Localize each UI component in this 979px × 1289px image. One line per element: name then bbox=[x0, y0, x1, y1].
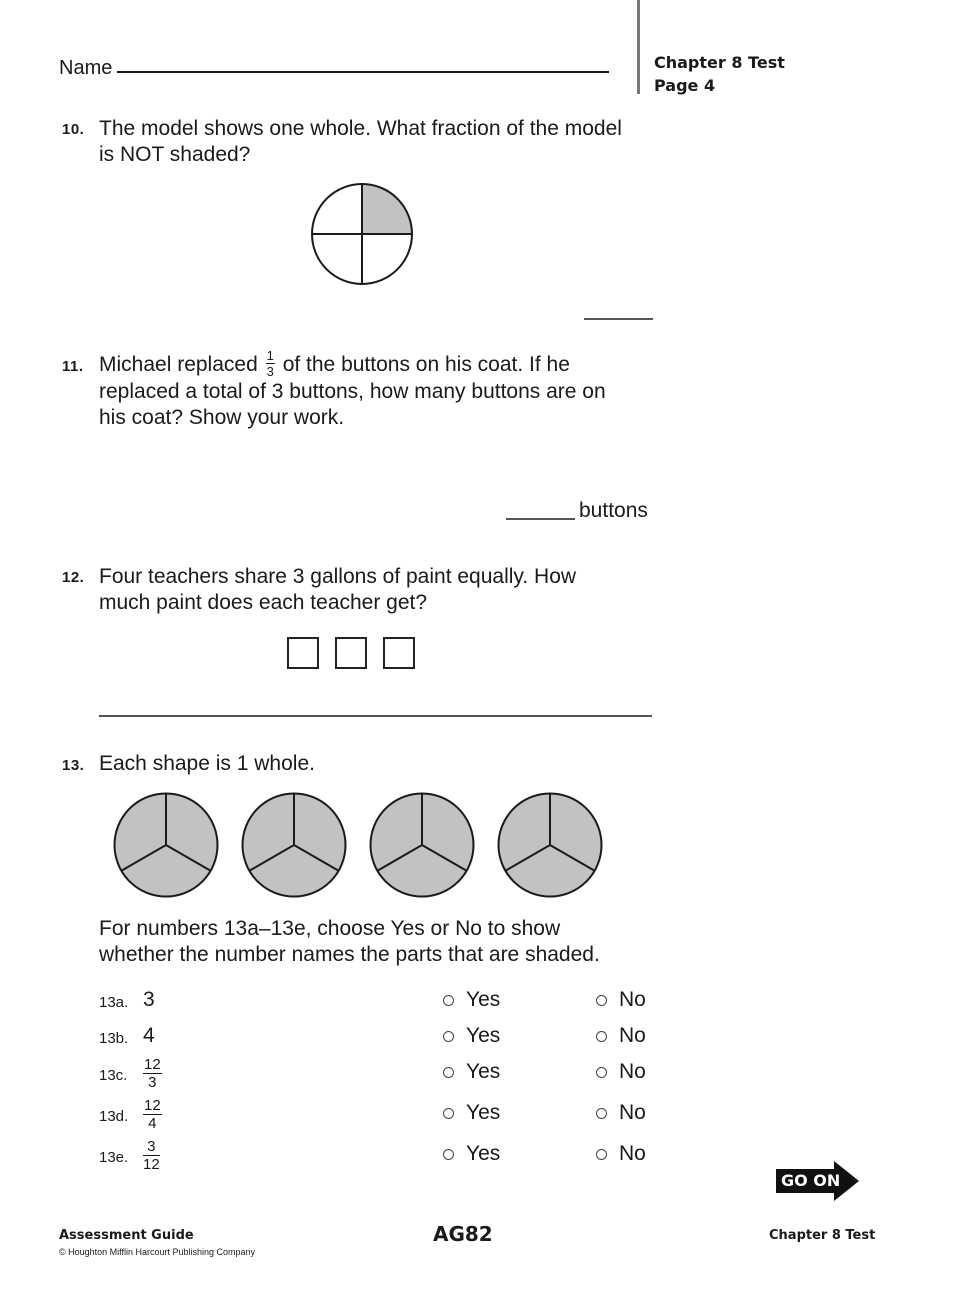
q13b-value: 4 bbox=[143, 1024, 155, 1047]
name-line[interactable] bbox=[117, 71, 609, 73]
q11-fraction-den: 3 bbox=[266, 364, 274, 379]
q13a-no-radio[interactable] bbox=[596, 995, 607, 1006]
q13e-fraction-den: 12 bbox=[143, 1156, 160, 1173]
q13a-no-label: No bbox=[619, 988, 646, 1011]
q13a-no-option[interactable] bbox=[596, 988, 646, 1012]
q13d-fraction-den: 4 bbox=[148, 1115, 157, 1132]
q13a-yes-option[interactable] bbox=[443, 988, 500, 1012]
q13d-yes-label: Yes bbox=[466, 1101, 501, 1124]
chapter-title: Chapter 8 Test bbox=[654, 53, 785, 72]
q11-number: 11. bbox=[62, 358, 84, 375]
q13e-no-label: No bbox=[619, 1142, 646, 1165]
q13c-fraction-den: 3 bbox=[148, 1074, 157, 1091]
q10-text-line1: The model shows one whole. What fraction of the model bbox=[99, 117, 622, 140]
q13a-yes-label: Yes bbox=[466, 988, 501, 1011]
q13e-fraction-num: 3 bbox=[143, 1139, 160, 1156]
q13b-yes-label: Yes bbox=[466, 1024, 501, 1047]
footer-chapter-test: Chapter 8 Test bbox=[769, 1228, 876, 1243]
q13b-yes-option[interactable] bbox=[443, 1024, 500, 1048]
q11-text-line1 bbox=[99, 348, 570, 380]
q13b-no-radio[interactable] bbox=[596, 1031, 607, 1042]
q11-answer-line[interactable] bbox=[506, 518, 575, 520]
q13b-no-option[interactable] bbox=[596, 1024, 646, 1048]
q13-shape-1 bbox=[112, 791, 220, 899]
q13b-label: 13b. bbox=[99, 1030, 129, 1047]
q13c-yes-radio[interactable] bbox=[443, 1067, 454, 1078]
q13e-no-option[interactable] bbox=[596, 1142, 646, 1166]
footer-page-code: AG82 bbox=[433, 1222, 493, 1246]
q12-answer-line[interactable] bbox=[99, 715, 652, 717]
q13c-fraction bbox=[143, 1057, 162, 1090]
q10-text-line2: is NOT shaded? bbox=[99, 143, 251, 166]
q13d-label: 13d. bbox=[99, 1108, 129, 1125]
q13a-label: 13a. bbox=[99, 994, 129, 1011]
q13-shape-2 bbox=[240, 791, 348, 899]
q11-answer-unit: buttons bbox=[579, 499, 648, 522]
q13d-yes-radio[interactable] bbox=[443, 1108, 454, 1119]
q12-tiles bbox=[287, 637, 415, 669]
q13c-no-radio[interactable] bbox=[596, 1067, 607, 1078]
q13c-yes-option[interactable] bbox=[443, 1060, 500, 1084]
q12-number: 12. bbox=[62, 569, 85, 586]
header-divider bbox=[637, 0, 640, 94]
q12-tile-1[interactable] bbox=[287, 637, 319, 669]
q13e-yes-radio[interactable] bbox=[443, 1149, 454, 1160]
q13d-no-label: No bbox=[619, 1101, 646, 1124]
go-on-label: GO ON bbox=[781, 1171, 841, 1190]
q13c-fraction-num: 12 bbox=[144, 1056, 161, 1073]
q13-instruction-line1: For numbers 13a–13e, choose Yes or No to show bbox=[99, 917, 561, 940]
q13d-fraction bbox=[143, 1098, 162, 1131]
q13d-no-option[interactable] bbox=[596, 1101, 646, 1125]
q13b-no-label: No bbox=[619, 1024, 646, 1047]
q13c-no-label: No bbox=[619, 1060, 646, 1083]
q10-number: 10. bbox=[62, 121, 85, 138]
q13-shape-4 bbox=[496, 791, 604, 899]
q13e-label: 13e. bbox=[99, 1149, 129, 1166]
q13-intro: Each shape is 1 whole. bbox=[99, 752, 315, 775]
q13e-yes-option[interactable] bbox=[443, 1142, 500, 1166]
q11-text-pre: Michael replaced bbox=[99, 353, 258, 377]
q13a-value: 3 bbox=[143, 988, 155, 1011]
name-label: Name bbox=[59, 57, 113, 79]
q12-text-line1: Four teachers share 3 gallons of paint equally. How bbox=[99, 565, 577, 588]
q11-fraction bbox=[266, 349, 275, 378]
q11-text-post: of the buttons on his coat. If he bbox=[282, 353, 570, 377]
q11-text-line3: his coat? Show your work. bbox=[99, 406, 345, 429]
q13e-fraction bbox=[143, 1139, 160, 1172]
q13c-yes-label: Yes bbox=[466, 1060, 501, 1083]
q12-text-line2: much paint does each teacher get? bbox=[99, 591, 428, 614]
q11-fraction-num: 1 bbox=[266, 348, 274, 363]
q10-circle-model bbox=[310, 182, 414, 286]
q13e-no-radio[interactable] bbox=[596, 1149, 607, 1160]
q12-tile-3[interactable] bbox=[383, 637, 415, 669]
page-label: Page 4 bbox=[654, 76, 716, 95]
footer-assessment-guide: Assessment Guide bbox=[59, 1228, 194, 1243]
q13-shape-3 bbox=[368, 791, 476, 899]
q13-number: 13. bbox=[62, 757, 85, 774]
q11-text-line2: replaced a total of 3 buttons, how many buttons are on bbox=[99, 380, 606, 403]
q13d-no-radio[interactable] bbox=[596, 1108, 607, 1119]
q10-answer-line[interactable] bbox=[584, 318, 653, 320]
q13c-no-option[interactable] bbox=[596, 1060, 646, 1084]
q13c-label: 13c. bbox=[99, 1067, 128, 1084]
q13d-yes-option[interactable] bbox=[443, 1101, 500, 1125]
q12-tile-2[interactable] bbox=[335, 637, 367, 669]
q13e-yes-label: Yes bbox=[466, 1142, 501, 1165]
q13b-yes-radio[interactable] bbox=[443, 1031, 454, 1042]
q13d-fraction-num: 12 bbox=[144, 1097, 161, 1114]
footer-copyright: © Houghton Mifflin Harcourt Publishing Company bbox=[59, 1247, 256, 1257]
q13-instruction-line2: whether the number names the parts that are shaded. bbox=[99, 943, 600, 966]
q13a-yes-radio[interactable] bbox=[443, 995, 454, 1006]
